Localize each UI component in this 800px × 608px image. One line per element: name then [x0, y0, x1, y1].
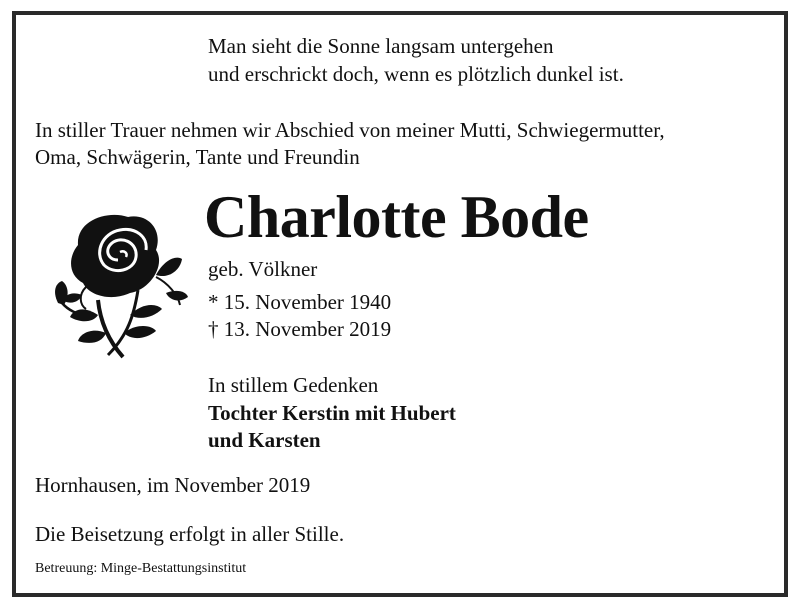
death-date: † 13. November 2019 — [208, 317, 392, 341]
deceased-name: Charlotte Bode — [204, 184, 589, 250]
birth-date: * 15. November 1940 — [208, 290, 392, 314]
obituary-notice — [12, 11, 788, 597]
intro-line-1: In stiller Trauer nehmen wir Abschied von meiner Mutti, Schwiegermutter, — [35, 118, 665, 142]
family-line-2: und Karsten — [208, 428, 321, 452]
burial-note: Die Beisetzung erfolgt in aller Stille. — [35, 522, 345, 546]
intro-line-2: Oma, Schwägerin, Tante und Freundin — [35, 145, 360, 169]
memorial-line: In stillem Gedenken — [208, 373, 379, 397]
place-date: Hornhausen, im November 2019 — [35, 473, 311, 497]
birth-name: geb. Völkner — [208, 257, 318, 281]
poem-line-1: Man sieht die Sonne langsam untergehen — [208, 34, 554, 58]
care-note: Betreuung: Minge-Bestattungsinstitut — [35, 561, 247, 576]
poem-line-2: und erschrickt doch, wenn es plötzlich dunkel ist. — [208, 62, 624, 86]
family-line-1: Tochter Kerstin mit Hubert — [208, 401, 456, 425]
rose-icon — [38, 205, 198, 365]
